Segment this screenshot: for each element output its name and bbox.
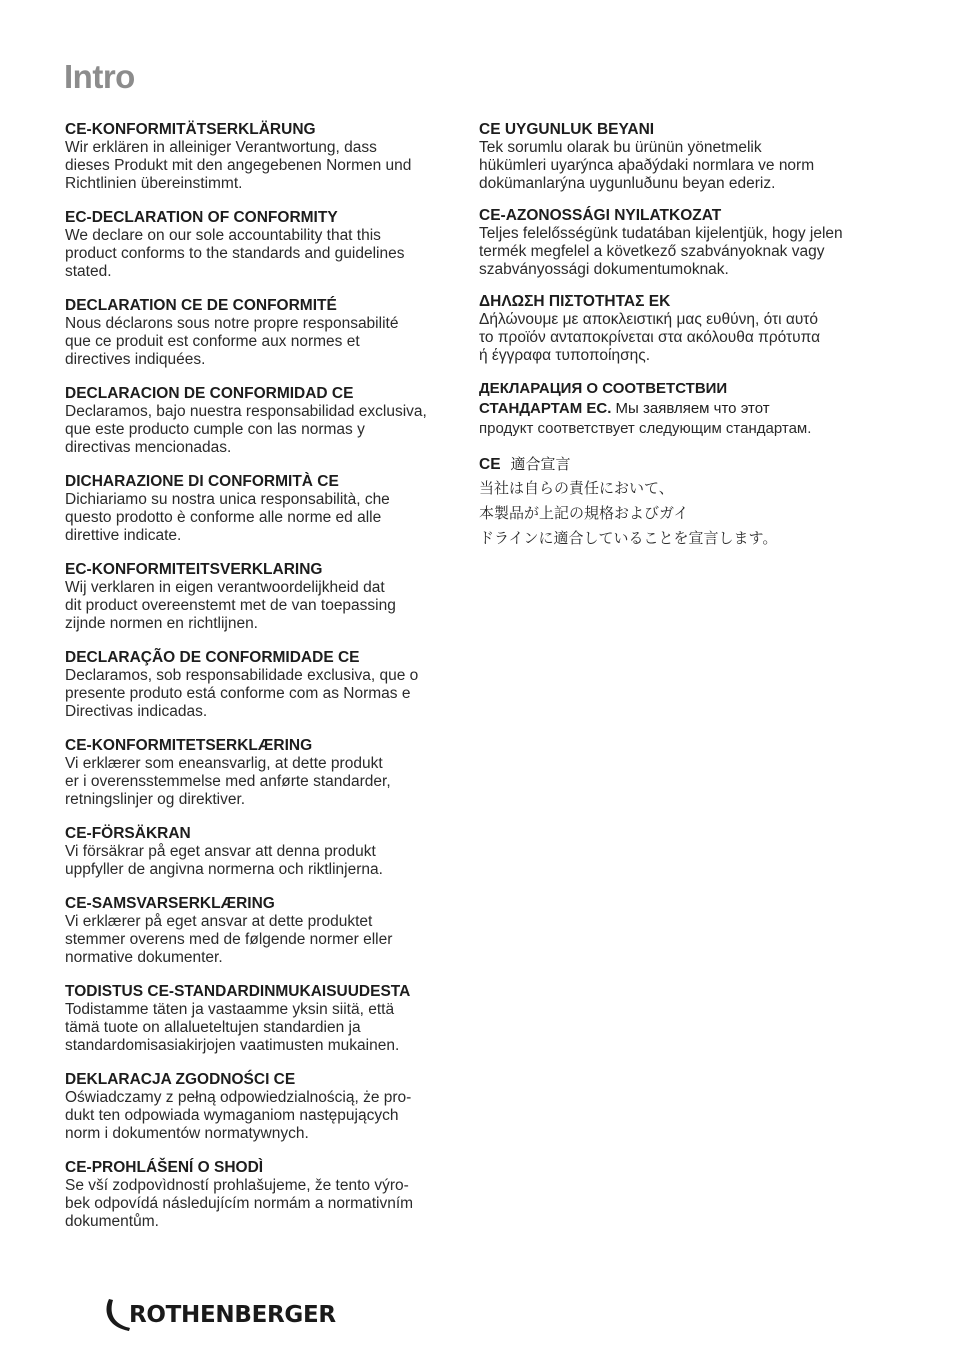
declaration-ja: [479, 453, 899, 551]
section-body: Declaramos, bajo nuestra responsabilidad exclusiva, que este producto cumple con las normas y directivas mencionadas.: [65, 403, 427, 456]
section-body-inline: Мы заявляем что этот: [611, 400, 770, 417]
declaration-section: [479, 293, 899, 365]
section-body: Se vší zodpovìdností prohlašujeme, že tento výro- bek odpovídá následujícím normám a normativním dokumentům.: [65, 1177, 414, 1230]
section-heading: DECLARAÇÃO DE CONFORMIDADE CE: [65, 649, 360, 666]
section-heading: DEKLARACJA ZGODNOŚCI CE: [65, 1071, 296, 1088]
section-heading: CE-AZONOSSÁGI NYILATKOZAT: [479, 207, 722, 224]
section-heading-text: 適合宣言: [510, 455, 571, 473]
section-body: Teljes felelősségünk tudatában kijelentjük, hogy jelen termék megfelel a következő szabványoknak vagy szabványossági dokumentumoknak.: [479, 225, 843, 278]
section-heading: CE-KONFORMITETSERKLÆRING: [65, 737, 313, 754]
declaration-section: [65, 121, 470, 193]
section-heading-prefix: CE: [479, 456, 501, 473]
section-heading: DECLARACION DE CONFORMIDAD CE: [65, 385, 354, 402]
declaration-section: [65, 895, 470, 967]
section-body: Wij verklaren in eigen verantwoordelijkheid dat dit product overeenstemt met de van toepassing zijnde normen en richtlijnen.: [65, 579, 396, 632]
section-body: Vi erklærer som eneansvarlig, at dette produkt er i overensstemmelse med anførte standarder, retningslinjer og direktiver.: [65, 755, 391, 808]
declaration-section: [65, 297, 470, 369]
section-body: Declaramos, sob responsabilidade exclusiva, que o presente produto está conforme com as Normas e Directivas indicadas.: [65, 667, 419, 720]
section-body: Oświadczamy z pełną odpowiedzialnością, że pro- dukt ten odpowiada wymaganiom następujących norm i dokumentów normatywnych.: [65, 1089, 412, 1142]
section-heading: [479, 379, 899, 419]
left-column: [65, 121, 470, 1247]
section-body: We declare on our sole accountability that this product conforms to the standards and guidelines stated.: [65, 227, 405, 280]
declaration-section: [65, 983, 470, 1055]
declaration-ru: [479, 379, 899, 439]
rothenberger-logo: [103, 1297, 336, 1333]
section-body: Vi försäkrar på eget ansvar att denna produkt uppfyller de angivna normerna och riktlinjerna.: [65, 843, 383, 878]
section-body: Tek sorumlu olarak bu ürünün yönetmelik hükümleri uyarýnca aþaðýdaki normlara ve norm dokümanlarýna uygunluðunu beyan ederiz.: [479, 139, 815, 192]
section-body: продукт соответствует следующим стандартам.: [479, 420, 812, 437]
declaration-section: [65, 649, 470, 721]
declaration-section: [479, 121, 899, 193]
section-heading: CE-KONFORMITÄTSERKLÄRUNG: [65, 121, 316, 138]
section-body: Vi erklærer på eget ansvar at dette produktet stemmer overens med de følgende normer eller normative dokumenter.: [65, 913, 393, 966]
section-heading: TODISTUS CE-STANDARDINMUKAISUUDESTA: [65, 983, 411, 1000]
declaration-section: [65, 209, 470, 281]
declaration-section: [65, 825, 470, 879]
section-heading: ΔΗΛΩΣΗ ΠΙΣΤΟΤΗΤΑΣ ΕΚ: [479, 293, 671, 310]
section-body: 当社は自らの責任において、 本製品が上記の規格およびガイ ドラインに適合していることを宣言します。: [479, 479, 778, 547]
section-heading: CE-SAMSVARSERKLÆRING: [65, 895, 275, 912]
section-heading: [479, 453, 899, 476]
declaration-section: [479, 207, 899, 279]
section-heading: EC-DECLARATION OF CONFORMITY: [65, 209, 338, 226]
section-heading: CE UYGUNLUK BEYANI: [479, 121, 655, 138]
section-heading: CE-FÖRSÄKRAN: [65, 825, 191, 842]
declaration-section: [65, 1159, 470, 1231]
logo-text: ROTHENBERGER: [129, 1302, 336, 1328]
declaration-section: [65, 561, 470, 633]
section-heading: CE-PROHLÁŠENÍ O SHODÌ: [65, 1159, 264, 1176]
section-body: Wir erklären in alleiniger Verantwortung, dass dieses Produkt mit den angegebenen Normen und Richtlinien übereinstimmt.: [65, 139, 412, 192]
section-body: Todistamme täten ja vastaamme yksin siitä, että tämä tuote on allalueteltujen standardien ja standardomisasiakirjojen vaatimusten mukainen.: [65, 1001, 400, 1054]
section-heading-line2: СТАНДАРТАМ ЕС.: [479, 400, 612, 417]
section-heading: DICHARAZIONE DI CONFORMITÀ CE: [65, 473, 339, 490]
declaration-section: [65, 737, 470, 809]
section-heading: DECLARATION CE DE CONFORMITÉ: [65, 297, 337, 314]
section-body: Nous déclarons sous notre propre responsabilité que ce produit est conforme aux normes et directives indiquées.: [65, 315, 399, 368]
right-column: [479, 121, 899, 565]
section-heading-line1: ДЕКЛАРАЦИЯ О СООТВЕТСТВИИ: [479, 380, 728, 397]
declaration-section: [65, 385, 470, 457]
declaration-section: [65, 1071, 470, 1143]
section-heading: EC-KONFORMITEITSVERKLARING: [65, 561, 323, 578]
section-body: Dichiariamo su nostra unica responsabilità, che questo prodotto è conforme alle norme ed alle direttive indicate.: [65, 491, 390, 544]
declaration-section: [65, 473, 470, 545]
page-title: Intro: [64, 58, 135, 95]
section-body: Δήλώνουμε με αποκλειστική μας ευθύνη, ότι αυτό το προϊόν ανταποκρίνεται στα ακόλουθα πρότυπα ή έγγραφα τυποποίησης.: [479, 311, 821, 364]
